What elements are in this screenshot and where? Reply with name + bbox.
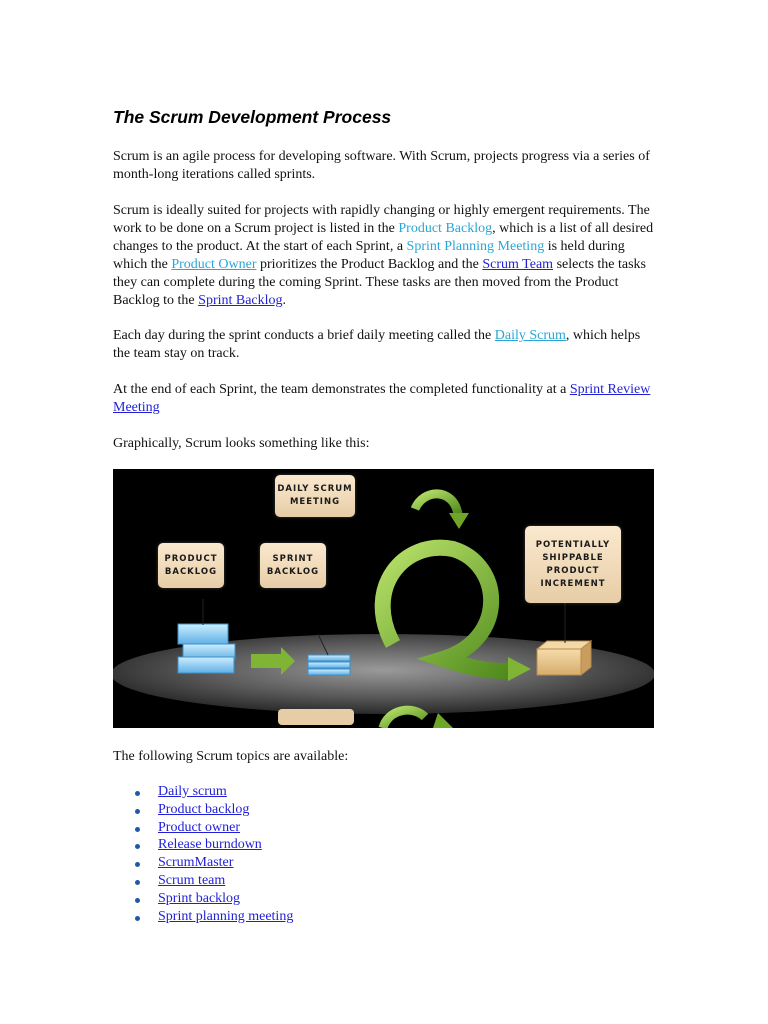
- box-label: [277, 483, 352, 509]
- daily-loop-arrow: [415, 494, 458, 514]
- backlog-block: [178, 657, 234, 673]
- sprint-backlog-sheet: [308, 669, 350, 675]
- sprint-backlog-box: [260, 543, 326, 588]
- product-backlog-link[interactable]: Product Backlog: [398, 221, 493, 236]
- suited-paragraph: [113, 202, 658, 310]
- list-item: [113, 890, 293, 908]
- list-item: [113, 801, 293, 819]
- lower-loop-arrowhead: [433, 713, 453, 728]
- sprint-backlog-link[interactable]: Sprint Backlog: [198, 293, 283, 308]
- text: Each day during the sprint conducts a brief daily meeting called the: [113, 328, 495, 343]
- list-item: [113, 854, 293, 872]
- topic-link-product-backlog[interactable]: Product backlog: [158, 801, 250, 817]
- topic-link-daily-scrum[interactable]: Daily scrum: [158, 784, 227, 799]
- text: , which is a list of all desired changes to the product. At the start of each Sprint, a: [113, 221, 654, 254]
- product-backlog-box: [158, 543, 224, 588]
- topics-intro: The following Scrum topics are available:: [113, 749, 349, 764]
- text: Scrum is ideally suited for projects with rapidly changing or highly emergent requirements. The work to be done on a Scrum project is listed in the: [113, 203, 650, 236]
- sprint-backlog-sheet: [308, 655, 350, 661]
- sprint-review-meeting-link[interactable]: Sprint Review Meeting: [113, 382, 651, 415]
- label-line: PRODUCT: [546, 565, 600, 576]
- daily-scrum-link[interactable]: Daily Scrum: [494, 328, 566, 343]
- list-item: [113, 819, 293, 837]
- label-line: BACKLOG: [266, 566, 320, 577]
- sprint-backlog-sheet: [308, 662, 350, 668]
- label-line: BACKLOG: [164, 566, 218, 577]
- text: , which helps the team stay on track.: [113, 328, 641, 361]
- label-line: SHIPPABLE: [542, 552, 604, 563]
- hidden-box-fragment: [278, 709, 354, 725]
- list-item: [113, 836, 293, 854]
- list-item: [113, 908, 293, 926]
- topic-link-sprint-planning-meeting[interactable]: Sprint planning meeting: [158, 908, 294, 924]
- box-label: [267, 553, 319, 579]
- label-line: MEETING: [289, 497, 341, 507]
- text: .: [282, 293, 287, 308]
- intro-paragraph: Scrum is an agile process for developing software. With Scrum, projects progress via a series of month-long iterations called sprints.: [113, 149, 650, 182]
- box-label: [536, 539, 610, 591]
- scrum-process-diagram: [113, 469, 654, 728]
- label-line: DAILY SCRUM: [277, 484, 353, 494]
- text: prioritizes the Product Backlog and the: [256, 257, 483, 272]
- list-item: [113, 783, 293, 801]
- label-line: POTENTIALLY: [535, 539, 611, 550]
- graphically-paragraph: Graphically, Scrum looks something like this:: [113, 436, 370, 451]
- topic-link-sprint-backlog[interactable]: Sprint backlog: [158, 890, 241, 906]
- potentially-shippable-increment-box: [525, 526, 621, 603]
- backlog-block: [178, 624, 228, 644]
- topics-list: [113, 783, 293, 925]
- crate-front: [537, 649, 581, 675]
- topic-link-release-burndown[interactable]: Release burndown: [158, 837, 262, 853]
- page-title: The Scrum Development Process: [113, 107, 392, 127]
- list-item: [113, 872, 293, 890]
- label-line: PRODUCT: [164, 553, 218, 564]
- daily-scrum-meeting-box: [275, 475, 355, 517]
- text: At the end of each Sprint, the team demonstrates the completed functionality at a: [113, 382, 570, 397]
- product-owner-link[interactable]: Product Owner: [171, 257, 257, 272]
- review-paragraph: [113, 381, 658, 417]
- label-line: SPRINT: [272, 553, 314, 564]
- daily-loop-arrowhead: [449, 513, 469, 529]
- topic-link-scrum-team[interactable]: Scrum team: [158, 872, 226, 888]
- box-label: [165, 553, 218, 579]
- daily-paragraph: [113, 327, 658, 363]
- sprint-planning-meeting-link[interactable]: Sprint Planning Meeting: [406, 239, 545, 254]
- label-line: INCREMENT: [540, 578, 606, 589]
- lower-loop-arrow: [383, 710, 425, 728]
- text: is held during which the: [113, 239, 625, 272]
- topic-link-scrummaster[interactable]: ScrumMaster: [158, 855, 234, 871]
- text: selects the tasks they can complete during the coming Sprint. These tasks are then moved from the Product Backlog to the: [113, 257, 646, 308]
- topic-link-product-owner[interactable]: Product owner: [158, 819, 241, 835]
- scrum-team-link[interactable]: Scrum Team: [482, 257, 554, 272]
